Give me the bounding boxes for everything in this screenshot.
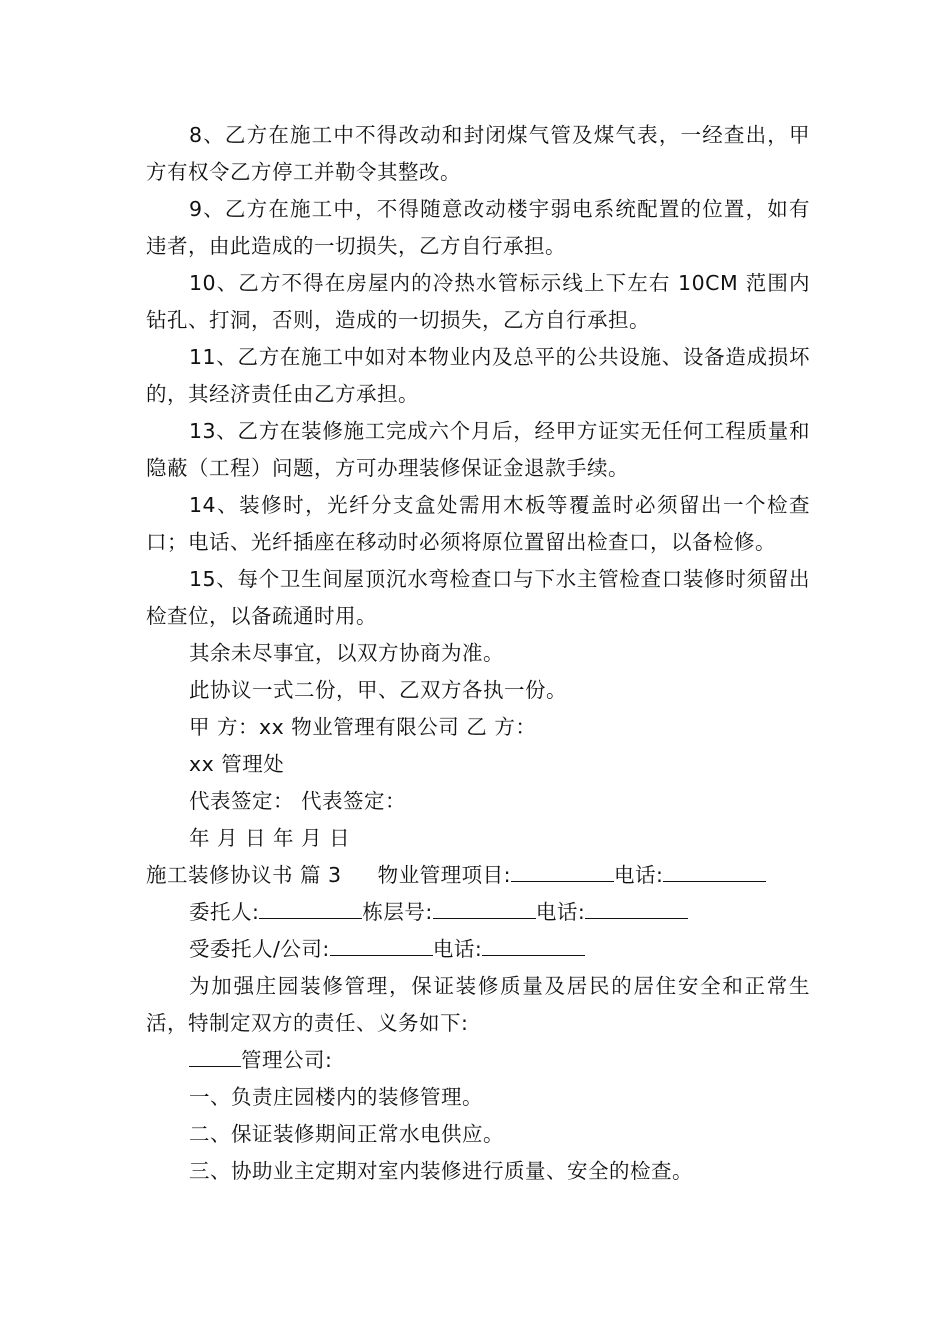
agent-label: 受委托人/公司: xyxy=(189,937,330,961)
client-phone-blank xyxy=(585,894,688,919)
parties-line: 甲 方：xx 物业管理有限公司 乙 方： xyxy=(189,715,537,739)
clause-15: 15、每个卫生间屋顶沉水弯检查口与下水主管检查口装修时须留出检查位，以备疏通时用。 xyxy=(146,567,810,628)
copies-note: 此协议一式二份，甲、乙双方各执一份。 xyxy=(189,678,567,702)
client-phone-label: 电话: xyxy=(535,900,586,924)
agent-line xyxy=(146,931,810,968)
client-line xyxy=(146,894,810,931)
agent-phone-label: 电话: xyxy=(432,937,483,961)
duty-1: 一、负责庄园楼内的装修管理。 xyxy=(189,1085,483,1109)
agent-phone-blank xyxy=(482,931,585,956)
date-line: 年 月 日 年 月 日 xyxy=(189,826,351,850)
clause-13: 13、乙方在装修施工完成六个月后，经甲方证实无任何工程质量和隐蔽（工程）问题，方可办理装修保证金退款手续。 xyxy=(146,419,810,480)
project-blank xyxy=(511,857,614,882)
company-blank xyxy=(189,1042,241,1067)
duty-2: 二、保证装修期间正常水电供应。 xyxy=(189,1122,504,1146)
company-label: 管理公司: xyxy=(241,1048,333,1072)
client-blank xyxy=(259,894,362,919)
client-label: 委托人: xyxy=(189,900,260,924)
phone-label: 电话: xyxy=(614,863,664,887)
section-heading-line xyxy=(146,857,810,894)
signature-line: 代表签定： 代表签定： xyxy=(189,789,407,813)
company-line xyxy=(146,1042,810,1079)
clause-8: 8、乙方在施工中不得改动和封闭煤气管及煤气表，一经查出，甲方有权令乙方停工并勒令其整改。 xyxy=(146,123,810,184)
clause-9: 9、乙方在施工中，不得随意改动楼宇弱电系统配置的位置，如有违者，由此造成的一切损失，乙方自行承担。 xyxy=(146,197,810,258)
management-office: xx 管理处 xyxy=(189,752,285,776)
unit-blank xyxy=(433,894,536,919)
clause-11: 11、乙方在施工中如对本物业内及总平的公共设施、设备造成损坏的，其经济责任由乙方承担。 xyxy=(146,345,810,406)
phone-blank xyxy=(663,857,766,882)
project-label: 物业管理项目: xyxy=(377,863,511,887)
unit-label: 栋层号: xyxy=(362,900,433,924)
clause-10: 10、乙方不得在房屋内的冷热水管标示线上下左右 10CM 范围内钻孔、打洞，否则，造成的一切损失，乙方自行承担。 xyxy=(146,271,810,332)
section-title: 施工装修协议书 篇 3 xyxy=(146,863,342,887)
document-body xyxy=(146,117,810,1190)
clause-14: 14、装修时，光纤分支盒处需用木板等覆盖时必须留出一个检查口；电话、光纤插座在移动时必须将原位置留出检查口，以备检修。 xyxy=(146,493,810,554)
agent-blank xyxy=(330,931,433,956)
duty-3: 三、协助业主定期对室内装修进行质量、安全的检查。 xyxy=(189,1159,693,1183)
remaining-matters: 其余未尽事宜，以双方协商为准。 xyxy=(189,641,504,665)
intro-paragraph: 为加强庄园装修管理，保证装修质量及居民的居住安全和正常生活，特制定双方的责任、义务如下: xyxy=(146,974,810,1035)
